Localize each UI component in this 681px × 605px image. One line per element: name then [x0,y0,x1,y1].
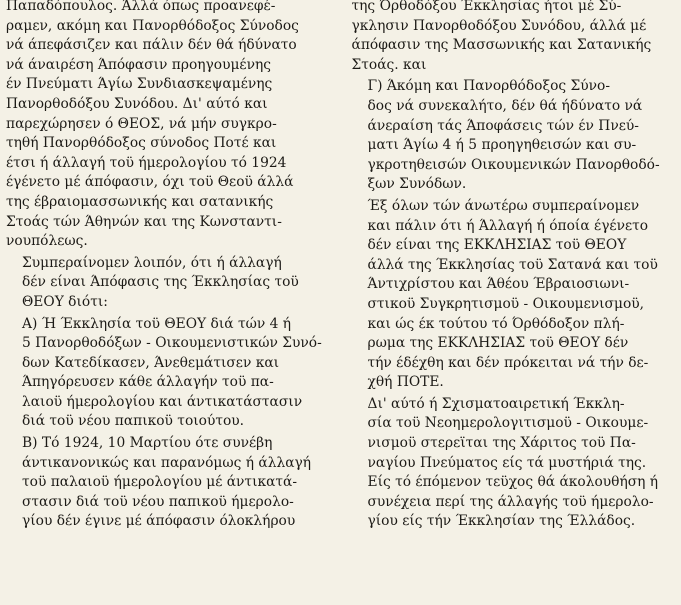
text-line: της Όρθοδόξου Έκκλησίας ήτοι μέ Σύ- [351,0,622,14]
text-line: γκλησιν Πανορθοδόξου Συνόδου, άλλά μέ [351,17,647,34]
text-line: χθή ΠΟΤΕ. [367,374,444,391]
text-line: Πανορθοδόξου Συνόδου. Δι' αύτό και [6,95,268,112]
paragraph-point-a [6,315,332,433]
paragraph-conclusion [6,254,332,313]
text-line: νά άπεφάσιζεν και πάλιν δέν θά ήδύνατο [6,37,297,54]
text-line: Παπαδόπουλος. Άλλά όπως προανεφέ- [6,0,276,14]
text-line: Συμπεραίνομεν λοιπόν, ότι ή άλλαγή [22,254,282,271]
text-line: και ώς έκ τούτου τό Όρθόδοξον πλή- [367,315,625,332]
paragraph-point-c [352,77,678,195]
text-line: λαιοϋ ήμερολογίου και άντικατάστασιν [22,393,303,410]
text-line: στασιν διά τοϋ νέου παπικοϋ ήμερολο- [22,493,294,510]
text-line: ρωμα της ΕΚΚΛΗΣΙΑΣ τοϋ ΘΕΟΥ δέν [367,335,629,352]
paragraph-point-b [6,434,332,532]
left-text-column [6,0,332,605]
text-line: ραμεν, ακόμη και Πανορθόδοξος Σύνοδος [6,17,299,34]
text-line: ματι Άγίω 4 ή 5 προηγηθεισών και συ- [367,137,637,154]
text-line: έγένετο μέ άπόφασιν, όχι τοϋ Θεοϋ άλλά [6,174,294,191]
text-line: 5 Πανορθοδόξων - Οικουμενιστικών Συνό- [22,335,322,352]
text-line: ναγίου Πνεύματος είς τά μυστήριά της. [367,454,647,471]
text-line: άλλά της Έκκλησίας τοϋ Σατανά και τοϋ [367,256,658,273]
text-line: δος νά συνεκαλήτο, δέν θά ήδύνατο νά [367,97,643,114]
text-line: Άπηγόρευσεν κάθε άλλαγήν τοϋ πα- [22,374,274,391]
text-line: δων Κατεδίκασεν, Άνεθεμάτισεν και [22,354,280,371]
text-line: και πάλιν ότι ή Άλλαγή ή όποία έγένετο [367,217,649,234]
paragraph-final-conclusion [352,197,678,393]
text-line: γίου δέν έγινε μέ άπόφασιν όλοκλήρου [22,513,296,530]
text-line: γκροτηθεισών Οικουμενικών Πανορθοδό- [367,156,660,173]
text-line: ΘΕΟΥ διότι: [22,293,108,310]
paragraph-council [6,0,332,252]
text-line: δέν είναι της ΕΚΚΛΗΣΙΑΣ τοϋ ΘΕΟΥ [367,237,627,254]
text-line: Β) Τό 1924, 10 Μαρτίου ότε συνέβη [22,435,273,452]
text-line: νά άναιρέση Άπόφασιν προηγουμένης [6,56,271,73]
text-line: άπόφασιν της Μασσωνικής και Σατανικής [351,37,652,54]
text-line: Δι' αύτό ή Σχισματοαιρετική Έκκλη- [367,395,625,412]
text-line: τηθή Πανορθόδοξος σύνοδος Ποτέ και [6,135,277,152]
text-line: Είς τό έπόμενον τεϋχος θά άκολουθήση ή [367,474,659,491]
text-line: στικοϋ Συγκρητισμοϋ - Οικουμενισμοϋ, [367,295,645,312]
text-line: της έβραιομασσωνικής και σατανικής [6,193,274,210]
text-line: Έξ όλων τών άνωτέρω συμπεραίνομεν [367,197,640,214]
text-line: τοϋ παλαιοϋ ήμερολογίου μέ άντικατά- [22,474,298,491]
text-line: άντικανονικώς και παρανόμως ή άλλαγή [22,454,312,471]
text-line: τήν έδέχθη και δέν πρόκειται νά τήν δε- [367,354,649,371]
text-line: Άντιχρίστου και Άθέου Έβραιοσιωνι- [367,276,630,293]
text-line: έτσι ή άλλαγή τοϋ ήμερολογίου τό 1924 [6,154,287,171]
paragraph-schism [352,395,678,473]
text-line: συνέχεια περί της άλλαγής τοϋ ήμερολο- [367,493,654,510]
paragraph-next-issue [352,473,678,532]
text-line: άνεραίση τάς Άποφάσεις τών έν Πνεύ- [367,117,639,134]
text-line: δέν είναι Άπόφασις της Έκκλησίας τοϋ [22,274,299,291]
text-line: Στοάς. και [351,56,427,73]
text-line: σία τοϋ Νεοημερολογιτισμοϋ - Οικουμε- [367,415,649,432]
text-line: ξων Συνόδων. [367,176,467,193]
text-line: Α) Ή Έκκλησία τοϋ ΘΕΟΥ διά τών 4 ή [22,315,292,332]
text-line: νισμοϋ στερεϊται της Χάριτος τοϋ Πα- [367,435,636,452]
text-line: γίου είς τήν Έκκλησίαν της Έλλάδος. [367,513,636,530]
text-line: διά τοϋ νέου παπικοϋ τοιούτου. [22,413,245,430]
text-line: νουπόλεως. [6,233,88,250]
text-line: παρεχώρησεν ό ΘΕΟΣ, νά μήν συγκρο- [6,115,277,132]
text-line: Γ) Άκόμη και Πανορθόδοξος Σύνο- [367,78,610,95]
paragraph-point-b-continued [352,0,678,75]
text-line: Στοάς τών Άθηνών και της Κωνσταντι- [6,213,282,230]
right-text-column [352,0,678,605]
text-line: έν Πνεύματι Άγίω Συνδιασκεψαμένης [6,76,273,93]
